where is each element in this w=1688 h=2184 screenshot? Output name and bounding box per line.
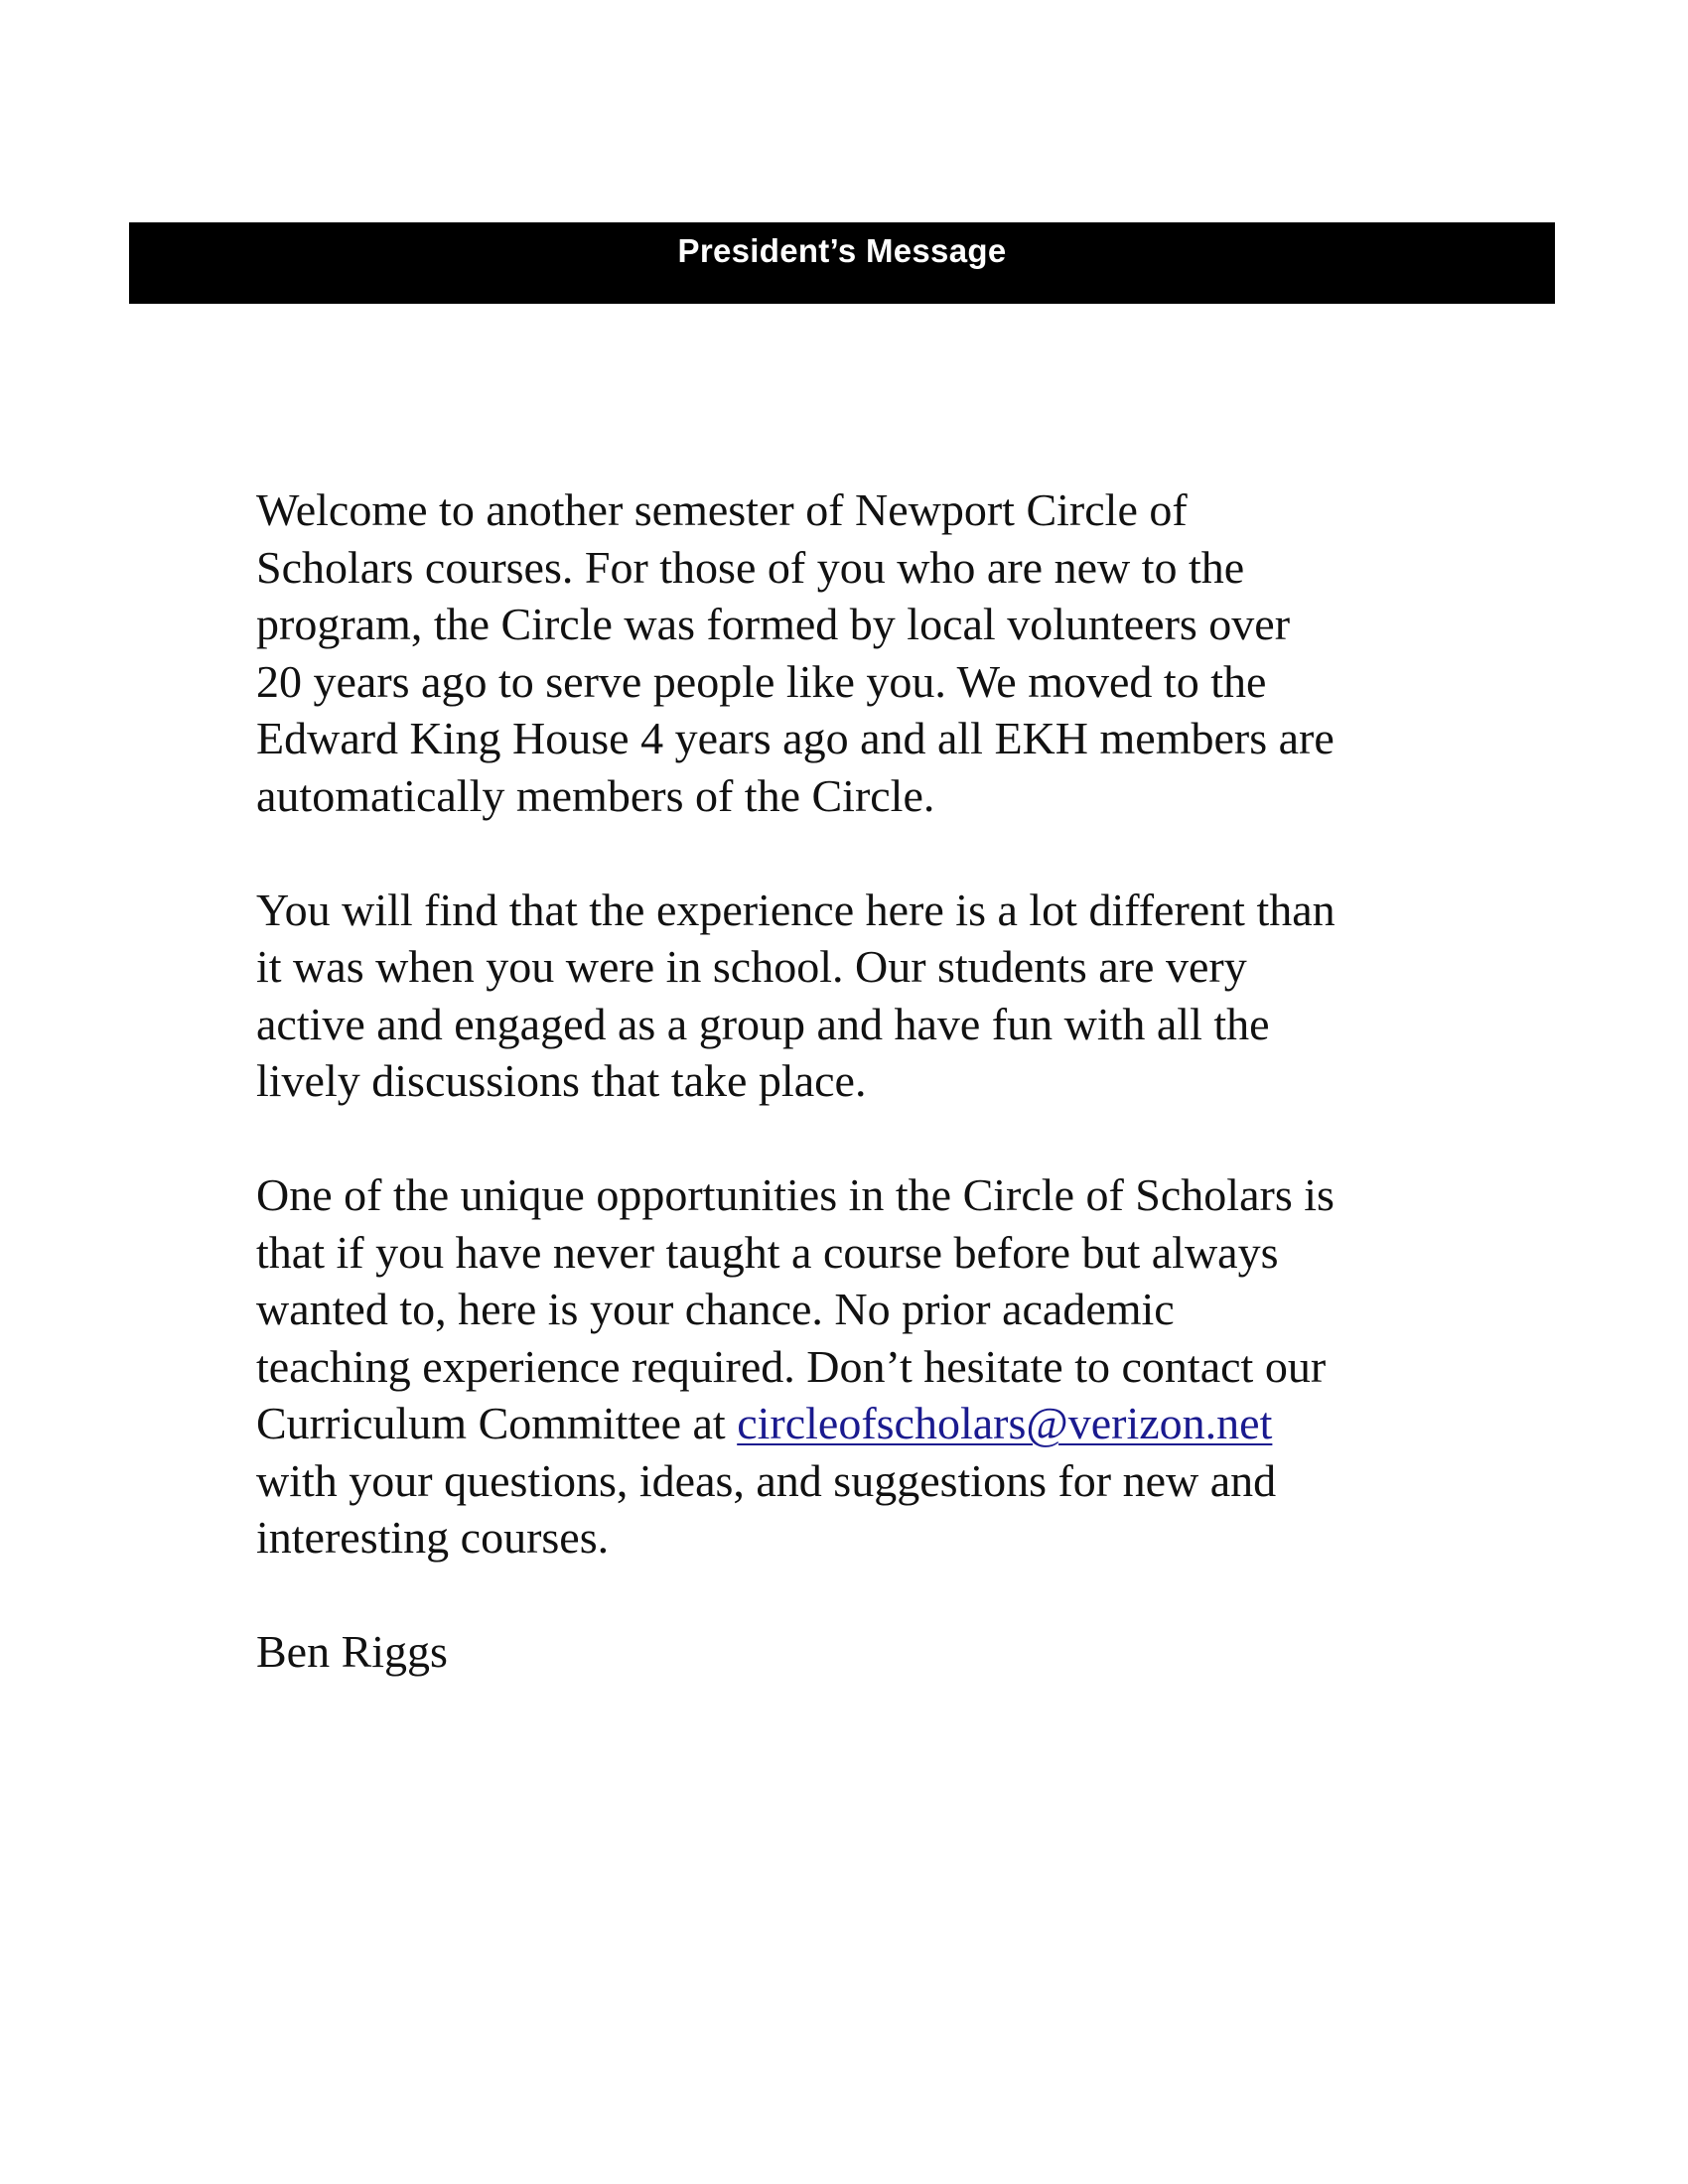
text-line: with your questions, ideas, and suggestions for new and [256,1454,1277,1506]
message-body [256,481,1547,1681]
text-line: teaching experience required. Don’t hesitate to contact our [256,1340,1327,1392]
paragraph-experience [256,882,1547,1110]
text-line: active and engaged as a group and have fun with all the [256,998,1270,1049]
text-line: program, the Circle was formed by local volunteers over [256,599,1291,649]
contact-line [256,1395,1547,1452]
text-line: Welcome to another semester of Newport Circle of [256,484,1188,535]
text-line: automatically members of the Circle. [256,769,935,821]
text-line: Edward King House 4 years ago and all EKH members are [256,713,1335,763]
header-bar [129,222,1555,304]
text-line: Scholars courses. For those of you who are new to the [256,541,1245,593]
contact-prefix: Curriculum Committee at [256,1398,738,1448]
signature: Ben Riggs [256,1626,448,1677]
text-line: it was when you were in school. Our students are very [256,941,1247,992]
text-line: lively discussions that take place. [256,1055,867,1106]
text-line: One of the unique opportunities in the Circle of Scholars is [256,1169,1335,1220]
paragraph-welcome [256,481,1547,824]
email-link[interactable]: circleofscholars@verizon.net [737,1398,1273,1448]
text-line: 20 years ago to serve people like you. We moved to the [256,655,1267,707]
page-title: President’s Message [677,232,1007,269]
text-line: that if you have never taught a course before but always [256,1226,1279,1278]
text-line: interesting courses. [256,1512,610,1563]
text-line: You will find that the experience here is a lot different than [256,884,1336,935]
text-line: wanted to, here is your chance. No prior academic [256,1284,1175,1334]
paragraph-opportunities [256,1166,1547,1567]
